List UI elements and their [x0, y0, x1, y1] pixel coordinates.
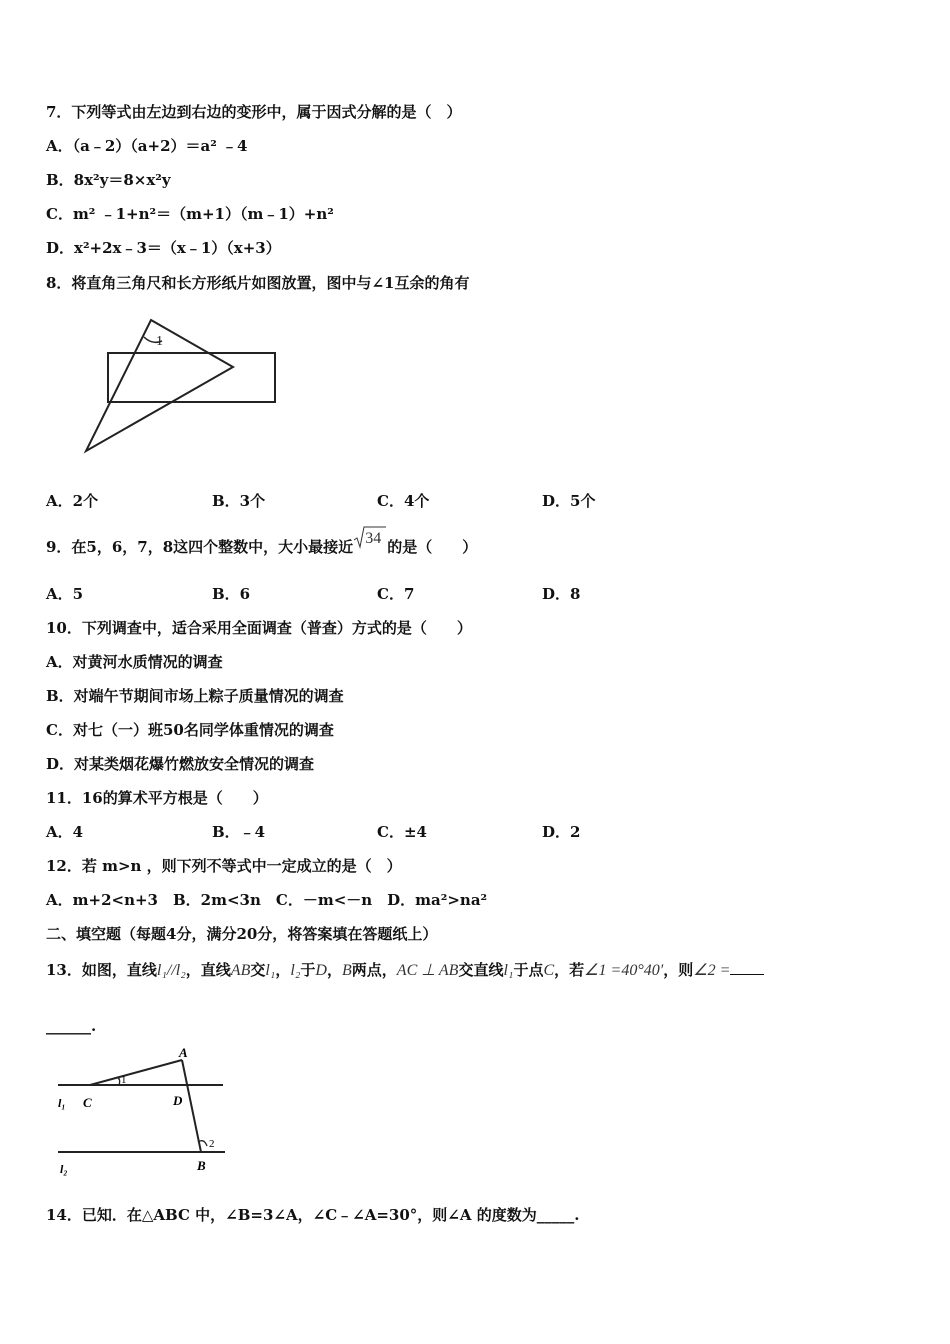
- q9-stem-post: 的是（ ）: [387, 538, 478, 556]
- q13-text-7: 两点，: [351, 961, 397, 979]
- q13-blank: [730, 960, 764, 975]
- q10-option-d: D．对某类烟花爆竹燃放安全情况的调查: [46, 755, 315, 773]
- q9-option-b: B．6: [212, 585, 251, 603]
- q13-text-4: ，: [275, 961, 291, 979]
- q9-stem-pre: 9．在5，6，7，8这四个整数中，大小最接近: [46, 538, 354, 556]
- q14-stem: 14．已知．在△ABC 中，∠B=3∠A，∠C﹣∠A=30°，则∠A 的度数为_____.: [46, 1206, 580, 1224]
- q10-option-b: B．对端午节期间市场上粽子质量情况的调查: [46, 687, 344, 705]
- q10-option-c: C．对七（一）班50名同学体重情况的调查: [46, 721, 334, 739]
- q9-radicand: 34: [365, 530, 382, 547]
- q13-text-6: ，: [326, 961, 342, 979]
- q13-text-1: 13．如图，直线: [46, 961, 157, 979]
- q13-fig-angle-2: 2: [209, 1138, 215, 1150]
- q9-option-c: C．7: [377, 585, 415, 603]
- q13-fig-label-a: A: [179, 1045, 188, 1060]
- q8-option-d: D．5个: [542, 492, 596, 510]
- q8-option-b: B．3个: [212, 492, 266, 510]
- q13-text-3: 交: [250, 961, 266, 979]
- q13-math-l2: l₂: [290, 962, 301, 979]
- q13-math-ac-perp-ab: AC ⊥ AB: [396, 962, 459, 979]
- q11-stem: 11．16的算术平方根是（ ）: [46, 789, 268, 807]
- q13-math-angle2: ∠2 =: [693, 962, 731, 979]
- q9-option-a: A．5: [46, 585, 84, 603]
- q13-math-l1: l₁: [265, 962, 276, 979]
- q13-text-10: ，若: [554, 961, 585, 979]
- q13-fig-label-l2: l₂: [60, 1162, 68, 1176]
- q7-option-a: A．（a﹣2）（a+2）＝a² ﹣4: [46, 137, 248, 155]
- q13-fig-label-l1: l₁: [58, 1096, 66, 1110]
- q8-stem: 8．将直角三角尺和长方形纸片如图放置，图中与∠1互余的角有: [46, 274, 470, 292]
- q8-figure: [78, 315, 283, 460]
- q13-math-ab: AB: [230, 962, 251, 979]
- q7-option-d: D．x²+2x﹣3＝（x﹣1）（x+3）: [46, 239, 281, 257]
- q7-option-c: C．m² ﹣1+n²＝（m+1）（m﹣1）+n²: [46, 205, 334, 223]
- q13-math-b: B: [342, 962, 352, 979]
- sqrt-symbol: [353, 530, 387, 557]
- q13-text-8: 交直线: [458, 961, 504, 979]
- q13-text-2: ，直线: [185, 961, 231, 979]
- q13-fig-angle-1: 1: [121, 1074, 127, 1086]
- q7-option-b: B．8x²y＝8×x²y: [46, 171, 171, 189]
- q13-math-c: C: [543, 962, 555, 979]
- q11-option-b: B．﹣4: [212, 823, 266, 841]
- q10-stem: 10．下列调查中，适合采用全面调查（普查）方式的是（ ）: [46, 619, 472, 637]
- q13-math-d: D: [315, 962, 327, 979]
- q13-math-l1-parallel-l2: l₁//l₂: [156, 962, 186, 979]
- q13-math-l1-b: l₁: [503, 962, 514, 979]
- q11-option-d: D．2: [542, 823, 581, 841]
- q8-option-a: A．2个: [46, 492, 99, 510]
- q9-option-d: D．8: [542, 585, 581, 603]
- q13-figure: [55, 1045, 230, 1180]
- q11-option-a: A．4: [46, 823, 84, 841]
- q9-stem: [46, 530, 478, 557]
- q13-text-5: 于: [300, 961, 316, 979]
- q8-option-c: C．4个: [377, 492, 430, 510]
- q13-fig-label-b: B: [197, 1158, 206, 1173]
- q12-stem: 12．若 m>n ，则下列不等式中一定成立的是（ ）: [46, 857, 402, 875]
- q8-angle-label: 1: [156, 334, 163, 349]
- q13-fig-label-d: D: [173, 1093, 183, 1108]
- q13-math-angle1: ∠1 =40°40′: [584, 962, 664, 979]
- q13-blank-end: ______.: [46, 1017, 97, 1035]
- q13-fig-label-c: C: [83, 1095, 92, 1110]
- q13-text-11: ，则: [663, 961, 694, 979]
- section-heading: 二、填空题（每题4分，满分20分，将答案填在答题纸上）: [46, 925, 438, 943]
- q13-text-9: 于点: [513, 961, 544, 979]
- q7-stem: 7．下列等式由左边到右边的变形中，属于因式分解的是（ ）: [46, 103, 462, 121]
- q13-stem: [46, 960, 906, 981]
- q10-option-a: A．对黄河水质情况的调查: [46, 653, 223, 671]
- q12-options: A．m+2<n+3 B．2m<3n C．－m<－n D．ma²>na²: [46, 891, 488, 909]
- q11-option-c: C．±4: [377, 823, 427, 841]
